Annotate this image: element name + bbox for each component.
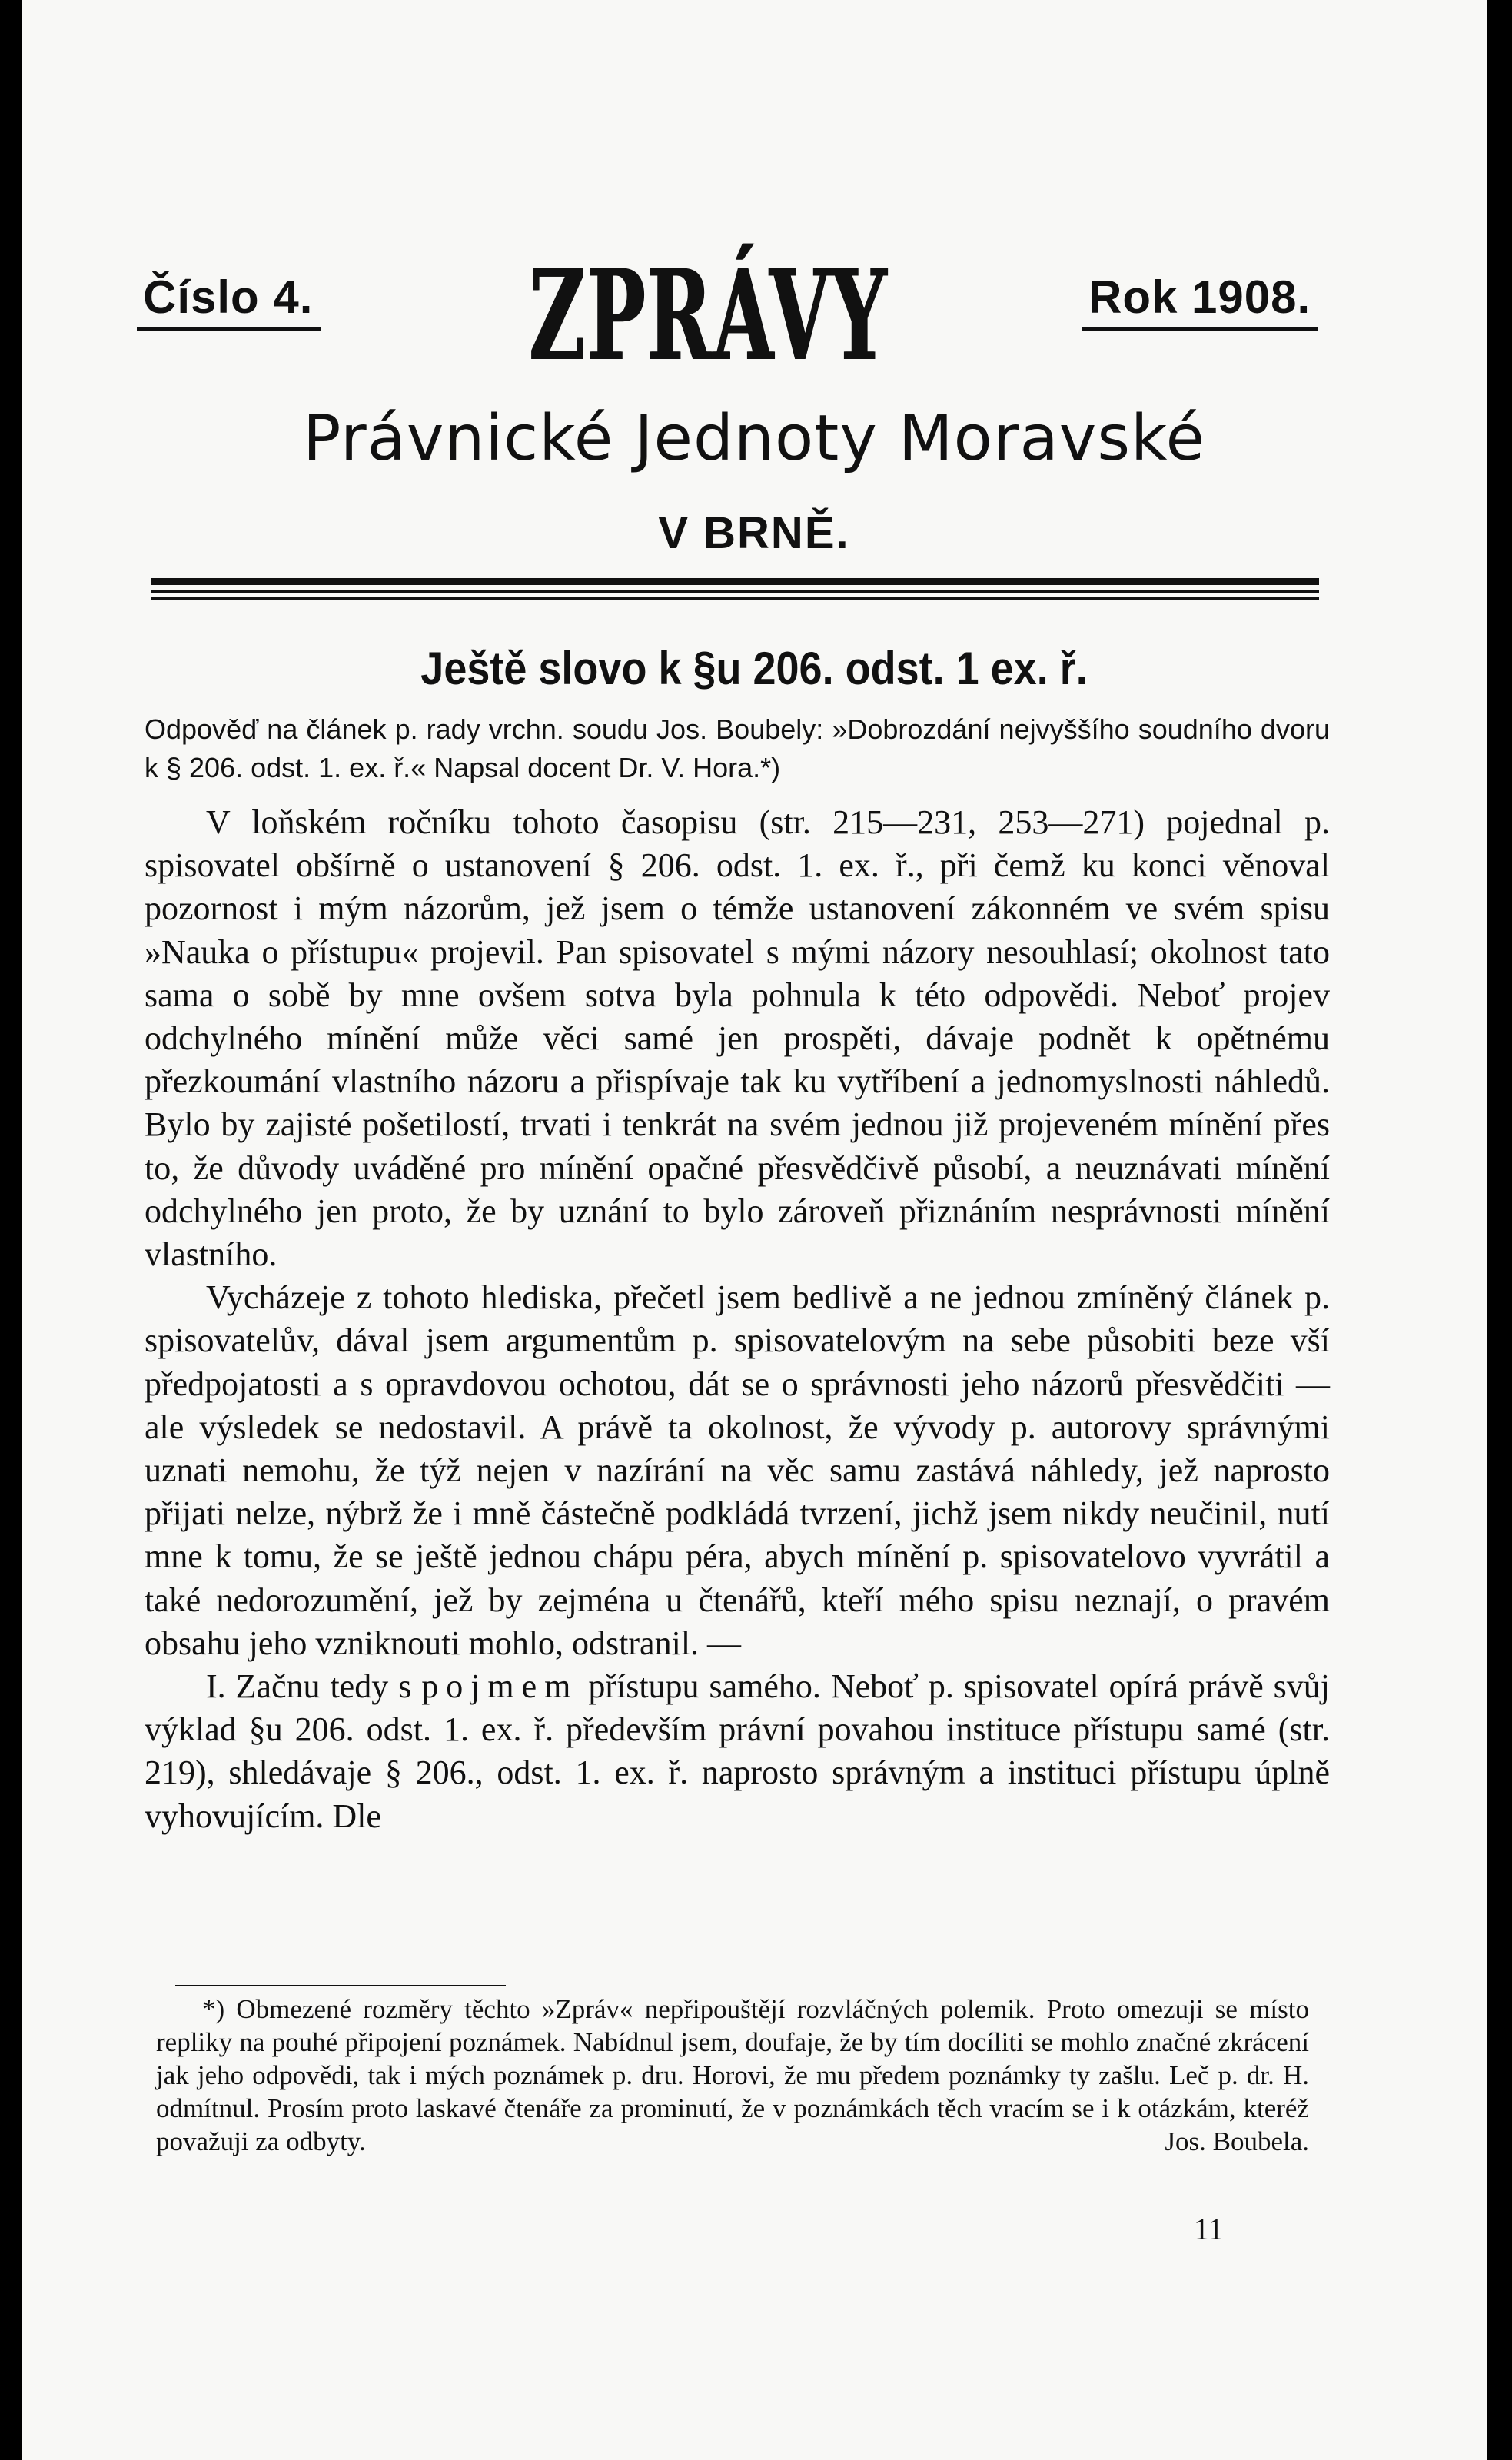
footnote-text: *) Obmezené rozměry těchto »Zpráv« nepřipouštějí rozvláčných polemik. Proto omezuji se místo repliky na pouhé připojení poznámek. Nabídnul jsem, doufaje, že by tím docíliti se mohlo značné zkrácení jak jeho odpovědi, tak i mých poznámek p. dru. Horovi, že mu předem poznámky ty zašlu. Leč p. dr. H. odmítnul. Prosím proto laskavé čtenáře za prominutí, že v poznámkách těch vracím se i k otázkám, kteréž považuji za odbyty. [156,1994,1309,2156]
article-title: Ještě slovo k §u 206. odst. 1 ex. ř. [420,643,1088,694]
paragraph: V loňském ročníku tohoto časopisu (str. 215—231, 253—271) pojednal p. spisovatel obšírně o ustanovení § 206. odst. 1. ex. ř., při čemž ku konci věnoval pozornost i mým názorům, jež jsem o témže ustanovení zákonném ve svém spisu »Nauka o přístupu« projevil. Pan spisovatel s mými názory nesouhlasí; okolnost tato sama o sobě by mne ovšem sotva byla pohnula k této odpovědi. Neboť projev odchylného mínění může věci samé jen prospěti, dávaje podnět k opětnému přezkoumání vlastního názoru a přispívaje tak ku vytříbení a jednomyslnosti náhledů. Bylo by zajisté pošetilostí, trvati i tenkrát na svém jednou již projeveném mínění přes to, že důvody uváděné pro mínění opačné přesvědčivě působí, a neuznávati mínění odchylného jen proto, že by uznání to bylo zároveň přiznáním nesprávnosti mínění vlastního. [145,803,1330,1274]
footnote-rule [175,1985,506,1986]
paragraph-lead: I. Začnu tedy s [206,1667,412,1706]
journal-page [22,0,1487,2460]
paragraph-rest: přístupu samého. Neboť p. spisovatel opírá právě svůj výklad §u 206. odst. 1. ex. ř. především právní povahou instituce přístupu samé (str. 219), shledávaje § 206., odst. 1. ex. ř. naprosto správným a instituci přístupu úplně vyhovujícím. Dle [145,1667,1331,1835]
page-number: 11 [1194,2212,1224,2246]
article-subhead: Odpověď na článek p. rady vrchn. soudu Jos. Boubely: »Dobrozdání nejvyššího soudního dvoru k § 206. odst. 1. ex. ř.« Napsal docent Dr. V. Hora.*) [145,713,1330,783]
paragraph [145,1665,1330,1838]
issue-year: Rok 1908. [1088,271,1311,323]
journal-subtitle: Právnické Jednoty Moravské [302,402,1206,475]
issue-number: Číslo 4. [143,271,314,323]
article-body [145,801,1330,1838]
spaced-emphasis: pojmem [421,1667,579,1706]
header-rule-thin [151,590,1319,593]
header-rule-thin [151,597,1319,600]
header-rule-thick [151,578,1319,585]
paragraph: Vycházeje z tohoto hlediska, přečetl jsem bedlivě a ne jednou zmíněný článek p. spisovatelův, dával jsem argumentům p. spisovatelovým na sebe působiti beze vší předpojatosti a s opravdovou ochotou, dát se o správnosti jeho názorů přesvědčiti — ale výsledek se nedostavil. A právě ta okolnost, že vývody p. autorovy správnými uznati nemohu, že týž nejen v nazírání na věc samu zastává náhledy, jež naprosto přijati nelze, nýbrž že i mně částečně podkládá tvrzení, jichž jsem nikdy neučinil, nutí mne k tomu, že se ještě jednou chápu péra, abych mínění p. spisovatelovo vyvrátil a také nedorozumění, jež by zejména u čtenářů, kteří mého spisu neznají, o pravém obsahu jeho vzniknouti mohlo, odstranil. — [145,1278,1330,1662]
journal-logo: ZPRÁVY [529,243,889,389]
footnote-signature: Jos. Boubela. [1165,2126,1309,2156]
journal-city: V BRNĚ. [658,508,850,558]
footnote [156,1993,1309,2158]
